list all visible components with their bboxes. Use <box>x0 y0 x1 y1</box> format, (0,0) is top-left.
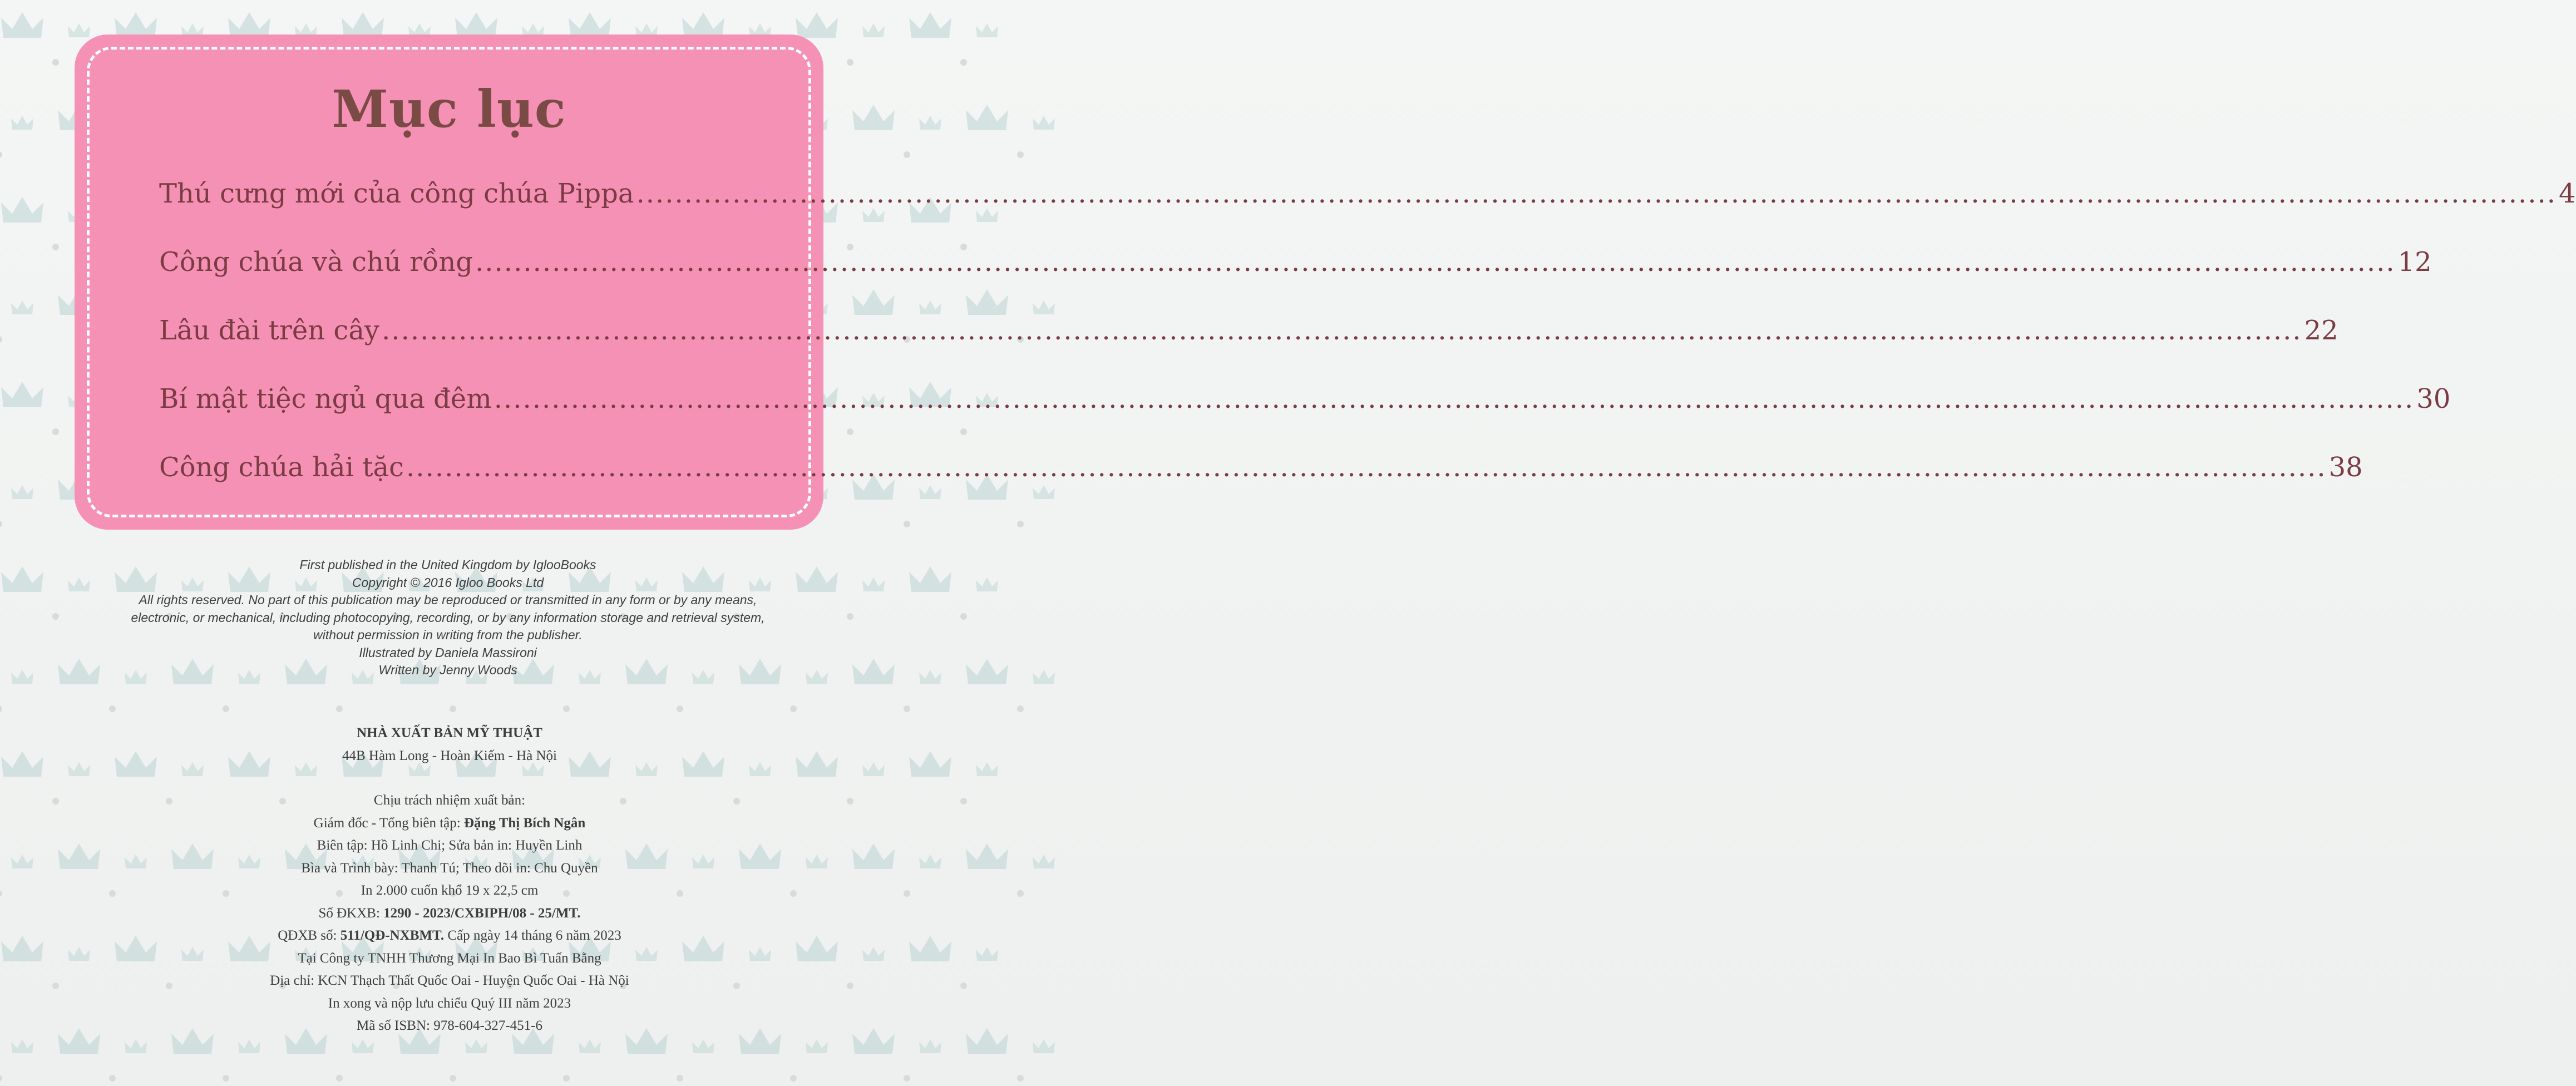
dot-leader: ........................................................................................................................................................................................................ <box>636 178 2557 209</box>
toc-entry-page: 22 <box>2304 315 2338 346</box>
director-name: Đặng Thị Bích Ngân <box>463 815 586 831</box>
toc-entry <box>159 452 2363 520</box>
dot-leader: ........................................................................................................................................................................................................ <box>382 315 2302 346</box>
toc-entry-title: Bí mật tiệc ngủ qua đêm <box>159 383 492 414</box>
qdxb-label: QĐXB số: <box>278 928 340 943</box>
dkxb-line <box>167 902 732 925</box>
spacer <box>167 767 732 789</box>
dot-leader: ........................................................................................................................................................................................................ <box>475 246 2396 278</box>
toc-entry-page: 4 <box>2559 178 2576 209</box>
table-of-contents-panel <box>75 34 2576 530</box>
qdxb-value: 511/QĐ-NXBMT. <box>340 928 445 943</box>
deposit-line: In xong và nộp lưu chiểu Quý III năm 2023 <box>328 995 571 1011</box>
publishing-info <box>167 722 732 1038</box>
isbn-line: Mã số ISBN: 978-604-327-451-6 <box>356 1018 542 1033</box>
toc-entry <box>159 246 2432 315</box>
copyright-line: First published in the United Kingdom by IglooBooks <box>299 557 596 572</box>
copyright-line: Copyright © 2016 Igloo Books Ltd <box>352 575 544 590</box>
print-run-line: In 2.000 cuốn khổ 19 x 22,5 cm <box>361 883 539 898</box>
responsible-heading: Chịu trách nhiệm xuất bản: <box>373 793 526 808</box>
toc-entry <box>159 178 2576 246</box>
toc-entry-title: Thú cưng mới của công chúa Pippa <box>159 178 634 209</box>
toc-entry-title: Lâu đài trên cây <box>159 315 380 346</box>
copyright-line: All rights reserved. No part of this publication may be reproduced or transmitted in any form or by any means, <box>139 593 757 607</box>
toc-entry-title: Công chúa hải tặc <box>159 452 404 483</box>
dkxb-label: Số ĐKXB: <box>318 905 384 921</box>
toc-entry-page: 38 <box>2328 452 2363 483</box>
printer-address-line: Địa chỉ: KCN Thạch Thất Quốc Oai - Huyện Quốc Oai - Hà Nội <box>270 973 629 988</box>
dkxb-value: 1290 - 2023/CXBIPH/08 - 25/MT. <box>383 905 581 921</box>
toc-entry-page: 12 <box>2397 246 2432 278</box>
dot-leader: ........................................................................................................................................................................................................ <box>494 383 2415 414</box>
copyright-line: without permission in writing from the publisher. <box>313 628 583 642</box>
copyright-line: electronic, or mechanical, including photocopying, recording, or by any information storage and retrieval system, <box>131 610 765 625</box>
toc-entry <box>159 383 2451 452</box>
qdxb-date: Cấp ngày 14 tháng 6 năm 2023 <box>444 928 621 943</box>
toc-list <box>159 178 2576 520</box>
toc-entry-title: Công chúa và chú rồng <box>159 246 473 278</box>
publisher-name: NHÀ XUẤT BẢN MỸ THUẬT <box>357 725 542 741</box>
toc-entry-page: 30 <box>2416 383 2451 414</box>
publisher-address: 44B Hàm Long - Hoàn Kiếm - Hà Nội <box>342 748 557 763</box>
editors-line: Biên tập: Hồ Linh Chi; Sửa bản in: Huyền Linh <box>317 838 583 853</box>
copyright-notice <box>89 556 807 679</box>
design-line: Bìa và Trình bày: Thanh Tú; Theo dõi in: Chu Quyền <box>301 860 598 876</box>
director-line <box>167 812 732 835</box>
printer-line: Tại Công ty TNHH Thương Mại In Bao Bì Tuấn Bằng <box>298 950 601 966</box>
toc-title: Mục lục <box>332 79 566 139</box>
toc-entry <box>159 315 2338 383</box>
dot-leader: ........................................................................................................................................................................................................ <box>406 452 2327 483</box>
author-credit: Written by Jenny Woods <box>378 663 517 677</box>
illustrator-credit: Illustrated by Daniela Massironi <box>359 645 537 660</box>
qdxb-line <box>167 925 732 947</box>
director-label: Giám đốc - Tổng biên tập: <box>313 815 464 831</box>
